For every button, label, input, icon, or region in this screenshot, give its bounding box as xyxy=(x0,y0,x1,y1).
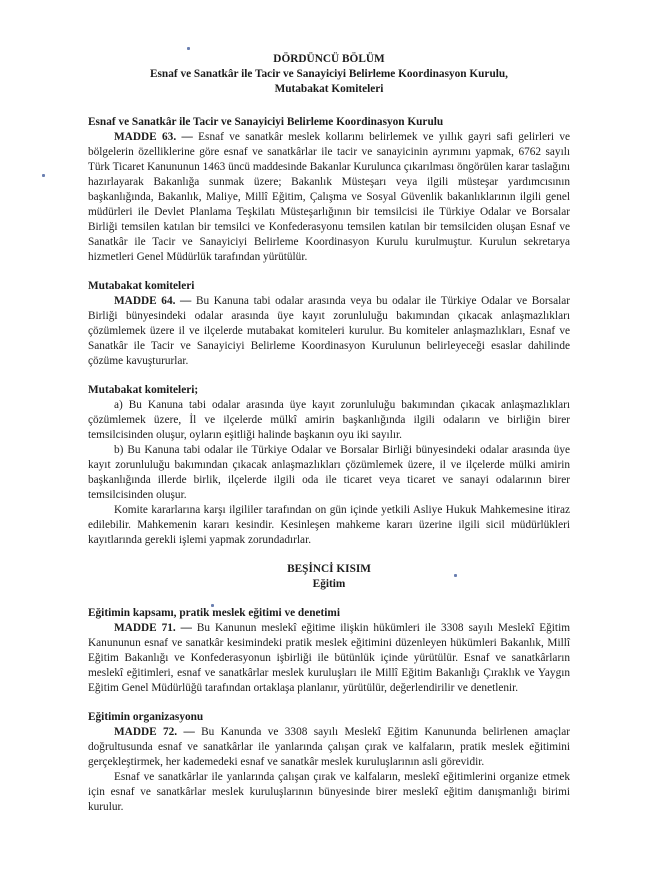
section-heading-72: Eğitimin organizasyonu xyxy=(88,711,204,723)
section-heading-71: Eğitimin kapsamı, pratik meslek eğitimi ve denetimi xyxy=(88,607,340,619)
section-heading-64: Mutabakat komiteleri xyxy=(88,280,195,292)
article-text: Bu Kanuna tabi odalar arasında veya bu odalar ile Türkiye Odalar ve Borsalar Birliği bünyesindeki odalar arasında üye kayıt zorunluluğu bakımından çıkacak anlaşmazlıkları çözümlemek üzere il ve ilçelerde mutabakat komiteleri kurulur. Bu komiteler anlaşmazlıkları, Esnaf ve Sanatkâr ile Tacir ve Sanayiciyi Belirleme Koordinasyon Kurulunun belirleyeceği esaslar dahilinde çözüme kavuştururlar. xyxy=(88,295,571,367)
article-text: Bu Kanunda ve 3308 sayılı Meslekî Eğitim Kanununda belirlenen amaçlar doğrultusunda esnaf ve sanatkârlar ile yanlarında çalışan çırak ve kalfaların, pratik meslek eğitimini gerçekleştirmek, her kademedeki esnaf ve sanatkâr meslek kuruluşlarının asli görevidir. xyxy=(88,726,571,768)
article-72-paragraph-2: Esnaf ve sanatkârlar ile yanlarında çalışan çırak ve kalfaların, meslekî eğitimlerini organize etmek için esnaf ve sanatkârlar meslek kuruluşlarının bünyesinde birer meslekî eğitim danışmanlığı birimi kurulur. xyxy=(88,771,570,813)
section-heading-63: Esnaf ve Sanatkâr ile Tacir ve Sanayiciyi Belirleme Koordinasyon Kurulu xyxy=(88,116,444,128)
part-title: BEŞİNCİ KISIM xyxy=(287,563,371,575)
article-63 xyxy=(88,130,570,265)
section-heading-64b: Mutabakat komiteleri; xyxy=(88,384,199,396)
chapter-title: DÖRDÜNCÜ BÖLÜM xyxy=(273,53,385,65)
article-number: MADDE 63. — xyxy=(114,131,193,143)
document-body xyxy=(88,52,570,815)
chapter-subtitle-line1: Esnaf ve Sanatkâr ile Tacir ve Sanayiciyi Belirleme Koordinasyon Kurulu, xyxy=(150,68,508,80)
chapter-subtitle-line2: Mutabakat Komiteleri xyxy=(274,83,384,95)
article-text: Bu Kanunun meslekî eğitime ilişkin hükümleri ile 3308 sayılı Meslekî Eğitim Kanununun esnaf ve sanatkâr kesimindeki pratik meslek eğitimini düzenleyen hükümleri Bakanlık, Millî Eğitim Bakanlığı ve Konfederasyonun işbirliği ile bütünlük içinde yürütülür. Esnaf ve sanatkârların meslekî eğitimleri, esnaf ve sanatkârlar meslek kuruluşları ile Millî Eğitim Bakanlığı Çıraklık ve Yaygın Eğitim Genel Müdürlüğü tarafından ortaklaşa planlanır, yürütülür, değerlendirilir ve denetlenir. xyxy=(88,622,570,694)
article-number: MADDE 72. — xyxy=(114,726,195,738)
scan-speck xyxy=(42,174,45,177)
article-72 xyxy=(88,725,570,770)
article-number: MADDE 64. — xyxy=(114,295,192,307)
article-71 xyxy=(88,621,570,696)
article-text: Esnaf ve sanatkâr meslek kollarını belirlemek ve yıllık gayri safi gelirleri ve bölgelerin özelliklerine göre esnaf ve sanatkârlar ile tacir ve sanayicinin ayrımını yapmak, 6762 sayılı Türk Ticaret Kanununun 1463 üncü maddesinde Bakanlar Kurulunca çıkarılması öngörülen karar taslağını hazırlayarak Bakanlığa sunmak üzere; Bakanlık Müsteşarı veya ilgili müsteşar yardımcısının başkanlığında, Bakanlık, Maliye, Millî Eğitim, Çalışma ve Sosyal Güvenlik bakanlıklarının ilgili genel müdürleri ile Devlet Planlama Teşkilatı Müsteşarlığının bir temsilcisi ile Türkiye Odalar ve Borsalar Birliği temsilen katılan bir temsilci ve Konfederasyonu temsilen katılan bir temsilciden oluşan Esnaf ve Sanatkâr ile Tacir ve Sanayiciyi Belirleme Koordinasyon Kurulu kurulmuştur. Kurulun sekretarya hizmetleri Genel Müdürlük tarafından yürütülür. xyxy=(88,131,570,263)
clause-b: b) Bu Kanuna tabi odalar ile Türkiye Odalar ve Borsalar Birliği bünyesindeki odalar arasında üye kayıt zorunluluğu bakımından çıkacak anlaşmazlıkları çözümlemek üzere, il ve ilçelerde mülki amirin başkanlığında illerde birlik, ilçelerde ilgili oda ile ticaret veya ticaret ve sanayi odalarının birer temsilcisinden oluşur. xyxy=(88,444,570,501)
article-number: MADDE 71. — xyxy=(114,622,192,634)
clause-a: a) Bu Kanuna tabi odalar arasında üye kayıt zorunluluğu bakımından çıkacak anlaşmazlıkları çözümlemek üzere, İl ve ilçelerde mülkî amirin başkanlığında ilgili odaların ve birliğin birer temsilcisinden oluşur, oyların eşitliği halinde başkanın oyu iki sayılır. xyxy=(88,399,570,441)
article-64 xyxy=(88,294,570,369)
clause-c: Komite kararlarına karşı ilgililer tarafından on gün içinde yetkili Asliye Hukuk Mahkemesine itiraz edilebilir. Mahkemenin kararı kesindir. Kesinleşen mahkeme kararı üzerine ilgili sicil müdürlükleri kayıtlarında gerekli işlemi yapmak zorundadırlar. xyxy=(88,504,570,546)
scan-speck xyxy=(187,47,190,50)
part-subtitle: Eğitim xyxy=(312,578,346,590)
